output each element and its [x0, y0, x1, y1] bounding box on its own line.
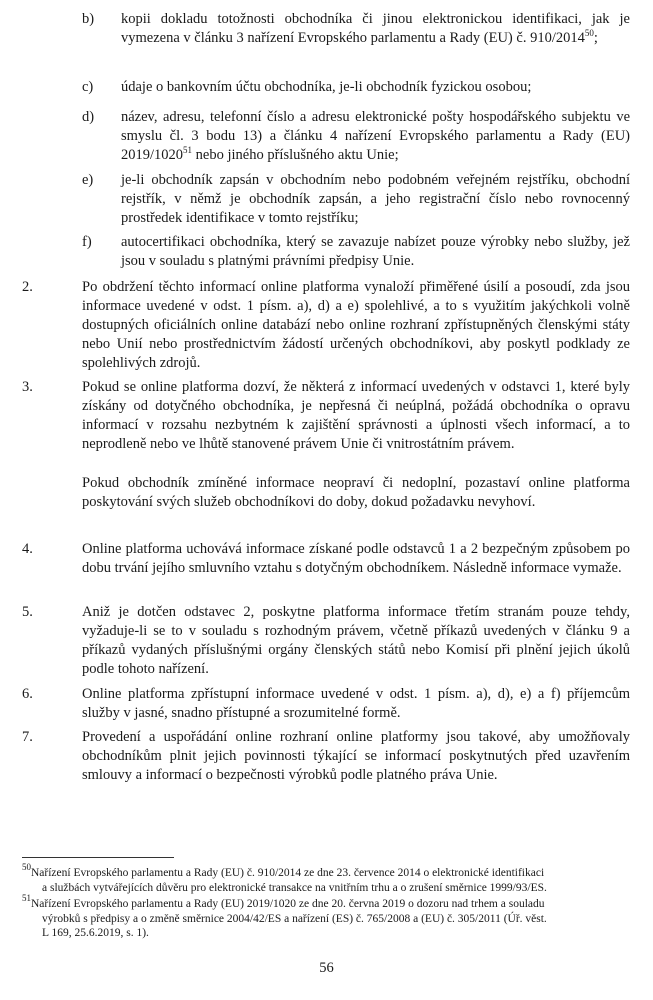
list-item-d — [82, 108, 630, 165]
list-item-e — [82, 171, 630, 228]
paragraph-3 — [22, 378, 630, 454]
paragraph-number: 5. — [22, 604, 33, 620]
item-text-tail: nebo jiného příslušného aktu Unie; — [192, 147, 399, 163]
item-label: b) — [82, 11, 95, 27]
footnote-51 — [22, 893, 630, 941]
page-number: 56 — [319, 960, 334, 976]
item-label: c) — [82, 79, 94, 95]
item-text: autocertifikaci obchodníka, který se zavazuje nabízet pouze výrobky nebo služby, jež jsou v souladu s platnými právními předpisy Unie. — [121, 234, 630, 269]
item-text: název, adresu, telefonní číslo a adresu elektronické pošty hospodářského subjektu ve smyslu čl. 3 bodu 13) a článku 4 nařízení Evropského parlamentu a Rady (EU) 2019/1020 — [121, 109, 630, 163]
paragraph-2 — [22, 278, 630, 373]
paragraph-text: Online platforma uchovává informace získané podle odstavců 1 a 2 bezpečným způsobem po dobu trvání jejího smluvního vztahu s dotyčným obchodníkem. Následně informace vymaže. — [82, 541, 630, 576]
paragraph-6 — [22, 685, 630, 723]
paragraph-text: Aniž je dotčen odstavec 2, poskytne platforma informace třetím stranám pouze tehdy, vyžaduje-li se to v souladu s rozhodným právem, včetně příkazů uvedených v článku 9 a příkazů vydaných příslušnými orgány členských států nebo Komisí při plnění jejich úkolů podle tohoto nařízení. — [82, 604, 630, 677]
paragraph-3-continued: Pokud obchodník zmíněné informace neopraví či nedoplní, pozastaví online platforma poskytování svých služeb obchodníkovi do doby, dokud požadavku nevyhoví. — [82, 475, 630, 510]
item-label: f) — [82, 234, 92, 250]
footnote-text: výrobků s předpisy a o změně směrnice 2004/42/ES a nařízení (ES) č. 765/2008 a (EU) č. 305/2011 (Úř. věst. — [42, 912, 547, 925]
footnote-text: Nařízení Evropského parlamentu a Rady (EU) č. 910/2014 ze dne 23. července 2014 o elektronické identifikaci — [31, 867, 545, 879]
list-item-c — [82, 78, 630, 97]
paragraph-4 — [22, 540, 630, 578]
item-text: je-li obchodník zapsán v obchodním nebo podobném veřejném rejstříku, obchodní rejstřík, v němž je obchodník zapsán, a jeho registrační číslo nebo rovnocenný prostředek identifikace v tomto rejstříku; — [121, 172, 630, 226]
footnote-ref-50[interactable]: 50 — [584, 28, 594, 38]
paragraph-number: 4. — [22, 541, 33, 557]
item-text-tail: ; — [593, 30, 598, 46]
item-label: d) — [82, 109, 95, 125]
item-text: údaje o bankovním účtu obchodníka, je-li obchodník fyzickou osobou; — [121, 79, 532, 95]
paragraph-number: 3. — [22, 379, 33, 395]
paragraph-number: 6. — [22, 686, 33, 702]
item-text: kopii dokladu totožnosti obchodníka či jinou elektronickou identifikaci, jak je vymezena v článku 3 nařízení Evropského parlamentu a Rady (EU) č. 910/2014 — [121, 11, 630, 46]
paragraph-text: Online platforma zpřístupní informace uvedené v odst. 1 písm. a), d), e) a f) příjemcům služby v jasné, snadno přístupné a srozumitelné formě. — [82, 686, 630, 721]
footnote-text: Nařízení Evropského parlamentu a Rady (EU) 2019/1020 ze dne 20. června 2019 o dozoru nad trhem a souladu — [31, 898, 545, 910]
paragraph-5 — [22, 603, 630, 679]
paragraph-number: 7. — [22, 729, 33, 745]
footnote-ref-51[interactable]: 51 — [183, 145, 193, 155]
footnote-50 — [22, 862, 630, 895]
paragraph-7 — [22, 728, 630, 785]
list-item-f — [82, 233, 630, 271]
list-item-b — [82, 10, 630, 48]
paragraph-text: Provedení a uspořádání online rozhraní online platformy jsou takové, aby umožňovaly obchodníkům plnit jejich povinnosti týkající se informací poskytnutých před uzavřením smlouvy a informací o bezpečnosti výrobků podle platného práva Unie. — [82, 729, 630, 783]
footnote-separator — [22, 857, 174, 858]
footnote-number: 51 — [22, 893, 31, 903]
paragraph-text: Po obdržení těchto informací online platforma vynaloží přiměřené úsilí a posoudí, zda jsou informace uvedené v odst. 1 písm. a), d) a e) spolehlivé, a to s využitím jakýchkoli volně dostupných oficiálních online databází nebo online rozhraní zpřístupněných členskými státy nebo Unií nebo prostřednictvím žádostí určených obchodníkovi, aby poskytl podklady ze spolehlivých zdrojů. — [82, 279, 630, 371]
paragraph-number: 2. — [22, 279, 33, 295]
paragraph-text: Pokud se online platforma dozví, že některá z informací uvedených v odstavci 1, které byly získány od dotyčného obchodníka, je nepřesná či neúplná, požádá obchodníka o opravu informací v rozsahu nezbytném k zajištění správnosti a úplnosti všech informací, a to neprodleně nebo ve lhůtě stanovené právem Unie či vnitrostátním právem. — [82, 379, 630, 452]
footnote-number: 50 — [22, 862, 31, 872]
footnote-text: L 169, 25.6.2019, s. 1). — [42, 927, 149, 939]
footnote-text: a službách vytvářejících důvěru pro elektronické transakce na vnitřním trhu a o zrušení směrnice 1999/93/ES. — [42, 881, 547, 894]
item-label: e) — [82, 172, 94, 188]
